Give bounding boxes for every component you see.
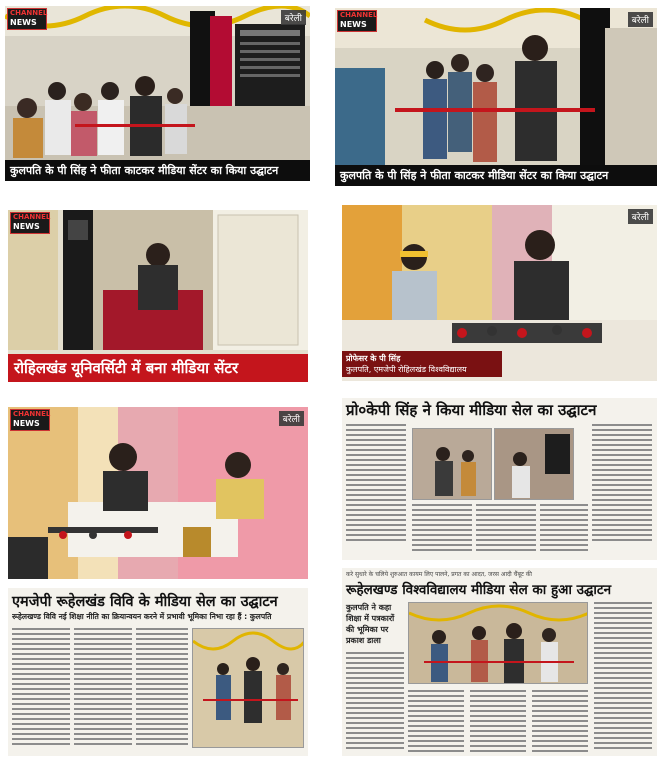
channel-news-logo <box>7 8 47 30</box>
clipping-3-text-column <box>470 690 526 755</box>
caption-tile-2: कुलपति के पी सिंह ने फीता काटकर मीडिया सेंटर का किया उद्घाटन <box>335 165 657 186</box>
city-tag: बरेली <box>628 12 653 27</box>
logo-text-news: NEWS <box>340 20 367 29</box>
logo-text-news: NEWS <box>13 222 40 231</box>
logo-text-news: NEWS <box>10 18 37 27</box>
clipping-1-photo <box>412 428 492 500</box>
scene-speakers-table <box>8 407 308 579</box>
clipping-1-text-column <box>592 424 652 544</box>
clipping-2-text-column <box>136 628 188 748</box>
video-frame-4 <box>342 205 657 381</box>
clipping-1-photo <box>494 428 574 500</box>
newspaper-clipping-2 <box>8 588 308 756</box>
caption-tile-1: कुलपति के पी सिंह ने फीता काटकर मीडिया सेंटर का किया उद्घाटन <box>5 160 310 181</box>
clipping-3-text-column <box>532 690 588 755</box>
logo-text-top: CHANNEL <box>340 11 378 19</box>
caption-tile-3: रोहिलखंड यूनिवर्सिटी में बना मीडिया सेंटर <box>8 354 308 382</box>
clipping-2-headline: एमजेपी रूहेलखंड विवि के मीडिया सेल का उद्घाटन <box>12 593 278 610</box>
video-frame-2 <box>335 8 657 186</box>
lower-third-title: कुलपति, एमजेपी रोहिलखंड विश्वविद्यालय <box>346 365 467 374</box>
clipping-2-subhead: रूहेलखण्ड विवि नई शिक्षा नीति का क्रियान्वयन करने में प्रभावी भूमिका निभा रहा हैं : कुलपति <box>12 612 272 621</box>
scene-ribbon-cutting-wide <box>5 6 310 181</box>
channel-news-logo <box>10 212 50 234</box>
clipping-1-text-column <box>476 504 536 554</box>
clipping-1-text-column <box>346 424 406 544</box>
clipping-3-text-column <box>346 652 404 752</box>
clipping-1-headline: प्रो०केपी सिंह ने किया मीडिया सेल का उद्घाटन <box>346 401 597 419</box>
newspaper-clipping-1 <box>342 398 657 560</box>
clipping-3-photo <box>408 602 588 684</box>
newspaper-clipping-3 <box>342 568 657 756</box>
clipping-3-headline: रूहेलखण्ड विश्वविद्यालय मीडिया सेल का हुआ उद्घाटन <box>346 582 612 598</box>
channel-news-logo <box>10 409 50 431</box>
clipping-1-text-column <box>412 504 472 554</box>
logo-text-top: CHANNEL <box>13 213 51 221</box>
clipping-2-text-column <box>74 628 132 748</box>
city-tag: बरेली <box>279 411 304 426</box>
clipping-3-text-column <box>408 690 464 755</box>
clipping-3-text-column <box>594 602 652 752</box>
lower-third-name-title <box>342 351 502 377</box>
logo-text-top: CHANNEL <box>13 410 51 418</box>
lower-third-name: प्रोफेसर के पी सिंह <box>346 354 401 363</box>
clipping-2-photo <box>192 628 304 748</box>
clipping-3-subhead: कुलपति ने कहा शिक्षा में पत्रकारों की भूमिका पर प्रकाश डाला <box>346 603 395 645</box>
video-frame-5 <box>8 407 308 579</box>
video-frame-3 <box>8 210 308 382</box>
channel-news-logo <box>337 10 377 32</box>
clipping-1-text-column <box>540 504 588 554</box>
city-tag: बरेली <box>281 10 306 25</box>
logo-text-news: NEWS <box>13 419 40 428</box>
logo-text-top: CHANNEL <box>10 9 48 17</box>
clipping-3-topline: करे सुधारे के चलिये शुरुआत कायम लिए पालने, प्रगत का आदत, जरस आदी चैंबूट की <box>346 571 532 578</box>
city-tag: बरेली <box>628 209 653 224</box>
scene-ribbon-cutting-closeup <box>335 8 657 186</box>
clipping-2-text-column <box>12 628 70 748</box>
video-frame-1 <box>5 6 310 181</box>
